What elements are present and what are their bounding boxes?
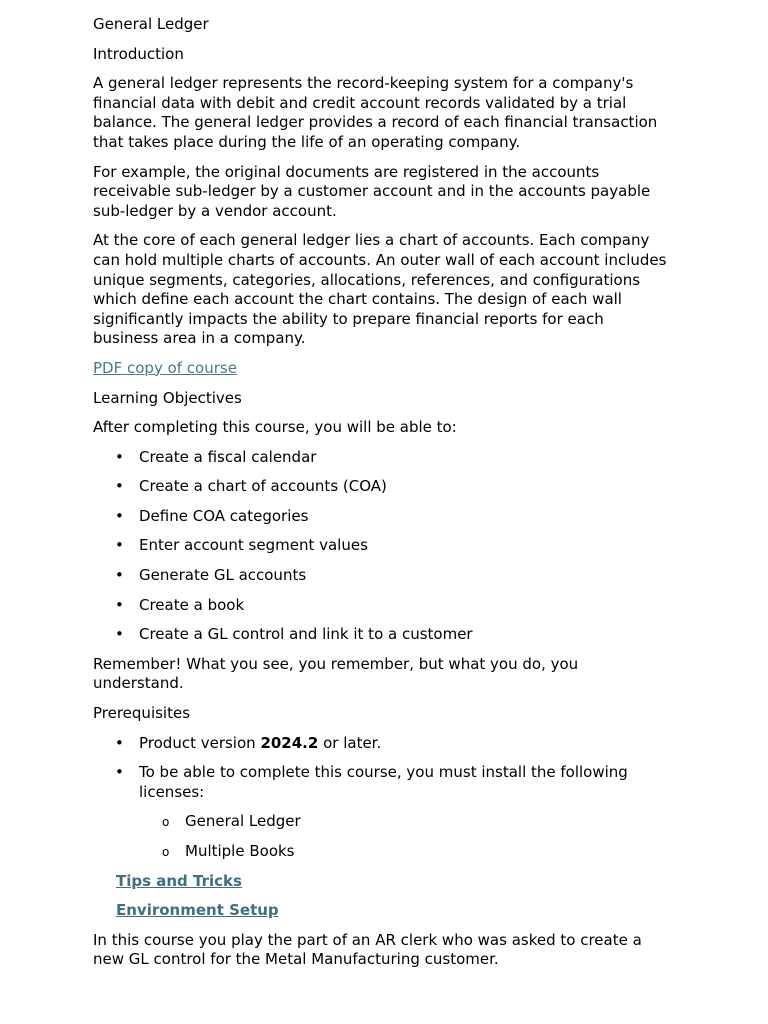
pdf-copy-link[interactable]: PDF copy of course bbox=[93, 358, 237, 377]
license-item: o Multiple Books bbox=[185, 842, 673, 862]
prereq-licenses-text: To be able to complete this course, you must install the following licenses: bbox=[139, 763, 628, 801]
intro-paragraph-example: For example, the original documents are registered in the accounts receivable sub-ledger by a customer account and in the accounts payable sub-ledger by a vendor account. bbox=[93, 162, 651, 220]
intro-paragraph-general-ledger: A general ledger represents the record-keeping system for a company's financial data with debit and credit account records validated by a trial balance. The general ledger provides a record of each financial transaction that takes place during the life of an operating company. bbox=[93, 74, 658, 151]
license-item: o General Ledger bbox=[185, 812, 673, 832]
objective-item: • Generate GL accounts bbox=[139, 566, 673, 586]
objectives-intro: After completing this course, you will be able to: bbox=[93, 418, 457, 437]
prereq-version-item bbox=[139, 734, 673, 754]
prereq-version-suffix: or later. bbox=[318, 733, 382, 752]
prereq-licenses-item bbox=[139, 763, 673, 861]
intro-paragraph-chart-of-accounts: At the core of each general ledger lies a chart of accounts. Each company can hold multiple charts of accounts. An outer wall of each account includes unique segments, categories, allocations, references, and configurations which define each account the chart contains. The design of each wall significantly impacts the ability to prepare financial reports for each business area in a company. bbox=[93, 231, 667, 348]
objective-item: • Create a fiscal calendar bbox=[139, 448, 673, 468]
objective-item: • Create a GL control and link it to a customer bbox=[139, 625, 673, 645]
prereq-version-prefix: Product version bbox=[139, 733, 261, 752]
prereq-version-number: 2024.2 bbox=[260, 733, 319, 752]
tips-link-line bbox=[116, 872, 673, 892]
environment-setup-link[interactable]: Environment Setup bbox=[116, 901, 279, 920]
prerequisites-list bbox=[93, 734, 673, 862]
document-content bbox=[93, 15, 673, 980]
introduction-heading: Introduction bbox=[93, 44, 184, 63]
environment-link-line bbox=[116, 901, 673, 921]
closing-paragraph: In this course you play the part of an AR clerk who was asked to create a new GL control for the Metal Manufacturing customer. bbox=[93, 930, 642, 969]
objectives-list bbox=[93, 448, 673, 645]
objective-item: • Enter account segment values bbox=[139, 536, 673, 556]
prerequisites-heading: Prerequisites bbox=[93, 704, 191, 723]
learning-objectives-heading: Learning Objectives bbox=[93, 388, 242, 407]
pdf-link-line bbox=[93, 359, 673, 379]
objective-item: • Define COA categories bbox=[139, 507, 673, 527]
licenses-list bbox=[139, 812, 673, 861]
document-title: General Ledger bbox=[93, 15, 209, 33]
tips-and-tricks-link[interactable]: Tips and Tricks bbox=[116, 871, 242, 890]
remember-note: Remember! What you see, you remember, but what you do, you understand. bbox=[93, 654, 579, 693]
objective-item: • Create a chart of accounts (COA) bbox=[139, 477, 673, 497]
objective-item: • Create a book bbox=[139, 596, 673, 616]
